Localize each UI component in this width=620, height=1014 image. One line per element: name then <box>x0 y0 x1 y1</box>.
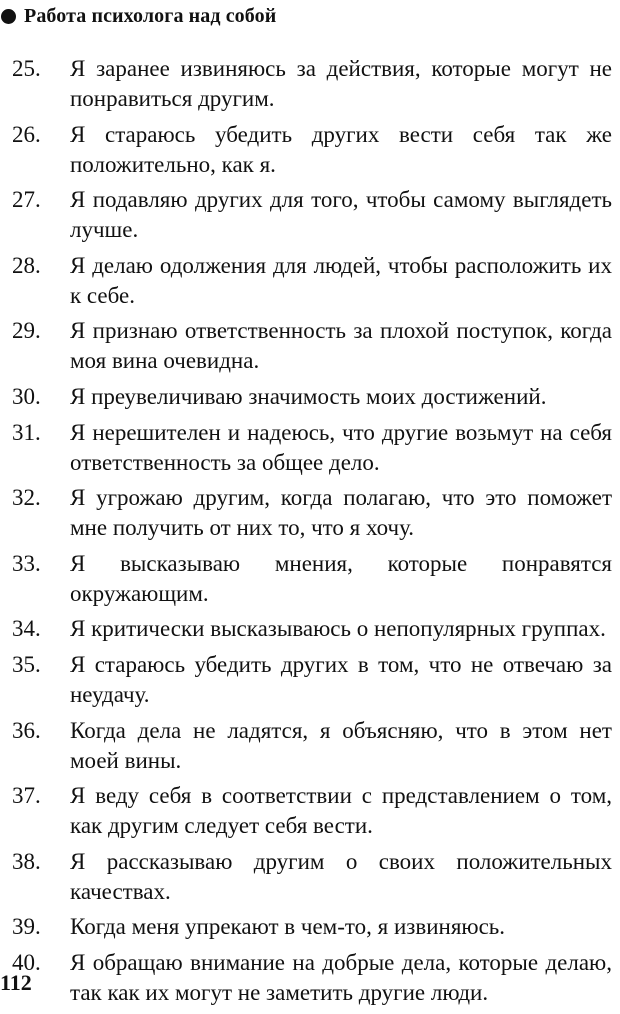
item-number: 29. <box>12 318 41 344</box>
item-text: Я преувеличиваю значимость моих достижений. <box>70 383 547 409</box>
item-number: 25. <box>12 56 41 81</box>
list-item <box>0 185 612 245</box>
item-number: 34. <box>12 616 41 642</box>
running-head-title: Работа психолога над собой <box>24 4 277 27</box>
item-text: Я подавляю других для того, чтобы самому выглядеть лучше. <box>70 187 612 243</box>
item-text: Я критически высказываюсь о непопулярных группах. <box>70 616 606 642</box>
list-item <box>0 418 612 478</box>
item-number: 37. <box>12 783 41 809</box>
item-number: 32. <box>12 485 41 511</box>
item-number: 31. <box>12 419 41 445</box>
list-item <box>0 948 612 1008</box>
item-number: 39. <box>12 914 41 940</box>
item-number: 40. <box>12 949 41 975</box>
page-number: 112 <box>0 970 32 995</box>
item-text: Я высказываю мнения, которые понравятся окружающим. <box>70 550 612 606</box>
item-text: Я делаю одолжения для людей, чтобы расположить их к себе. <box>70 252 612 308</box>
item-number: 30. <box>12 383 41 409</box>
list-item <box>0 781 612 841</box>
statement-list <box>0 54 612 1014</box>
item-number: 27. <box>12 187 41 213</box>
list-item <box>0 614 612 644</box>
item-number: 26. <box>12 121 41 147</box>
list-item <box>0 847 612 907</box>
list-item <box>0 120 612 180</box>
list-item <box>0 483 612 543</box>
list-item <box>0 251 612 311</box>
item-text: Я обращаю внимание на добрые дела, которые делаю, так как их могут не заметить другие люди. <box>70 949 612 1005</box>
item-text: Я веду себя в соответствии с представлением о том, как другим следует себя вести. <box>70 783 612 839</box>
list-item <box>0 716 612 776</box>
list-item <box>0 54 612 114</box>
item-text: Я заранее извиняюсь за действия, которые могут не понравиться другим. <box>70 56 612 111</box>
list-item <box>0 549 612 609</box>
item-text: Я стараюсь убедить других в том, что не отвечаю за неудачу. <box>70 651 612 707</box>
item-number: 36. <box>12 717 41 743</box>
item-number: 38. <box>12 848 41 874</box>
item-text: Я угрожаю другим, когда полагаю, что это поможет мне получить от них то, что я хочу. <box>70 485 612 541</box>
list-item <box>0 650 612 710</box>
item-number: 35. <box>12 651 41 677</box>
list-item <box>0 912 612 942</box>
item-text: Я рассказываю другим о своих положительных качествах. <box>70 848 612 904</box>
item-text: Когда меня упрекают в чем-то, я извиняюсь. <box>70 914 506 940</box>
bullet-icon <box>1 9 16 24</box>
item-text: Я признаю ответственность за плохой поступок, когда моя вина очевидна. <box>70 318 612 374</box>
item-text: Я стараюсь убедить других вести себя так же положительно, как я. <box>70 121 612 177</box>
running-head <box>0 3 276 29</box>
item-text: Я нерешителен и надеюсь, что другие возьмут на себя ответственность за общее дело. <box>70 419 612 475</box>
list-item <box>0 316 612 376</box>
list-item <box>0 382 612 412</box>
item-number: 33. <box>12 550 41 576</box>
item-number: 28. <box>12 252 41 278</box>
item-text: Когда дела не ладятся, я объясняю, что в этом нет моей вины. <box>70 717 612 773</box>
